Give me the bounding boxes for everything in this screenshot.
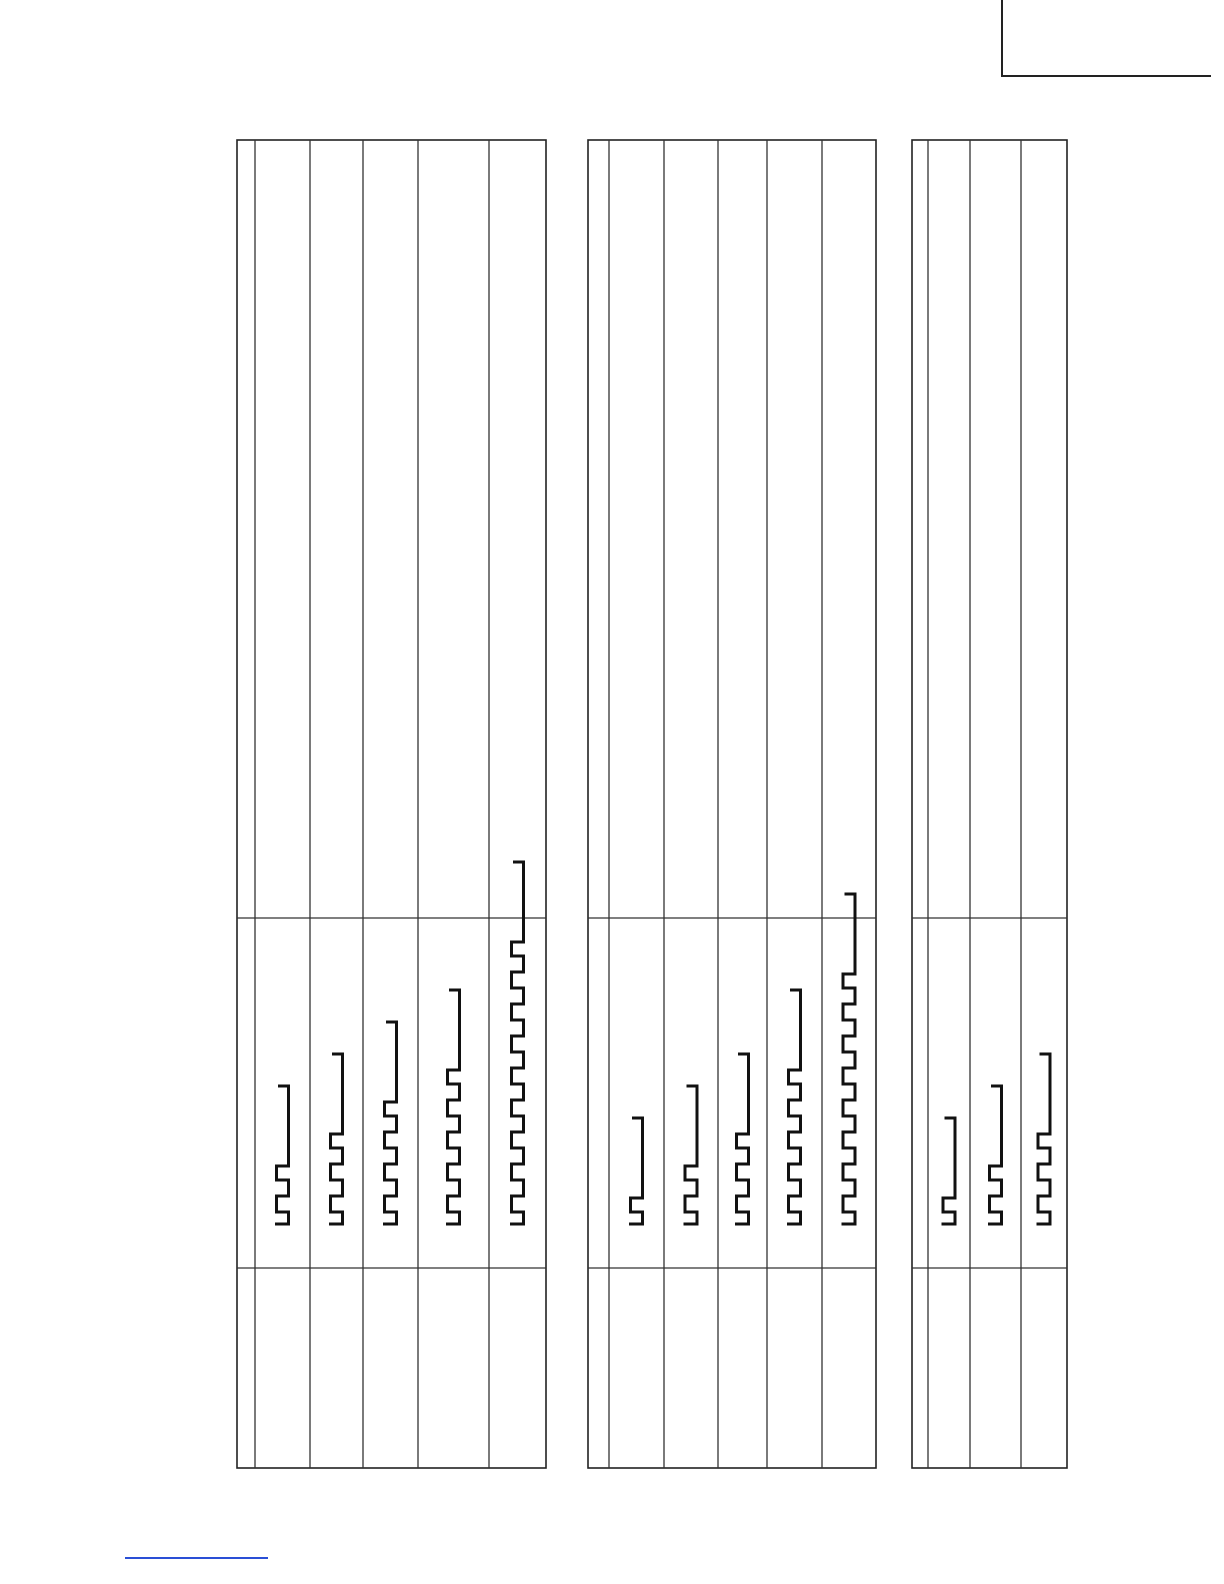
waveform-mark [737, 1054, 749, 1224]
waveform-mark [990, 1086, 1002, 1224]
waveform-mark [685, 1086, 697, 1224]
waveform-mark [277, 1086, 289, 1224]
waveform-mark [448, 990, 460, 1224]
table-frame [912, 140, 1067, 1468]
table-1 [237, 140, 546, 1468]
tables-layer [237, 140, 1067, 1468]
waveform-mark [512, 862, 524, 1224]
waveform-mark [843, 894, 855, 1224]
waveform-mark [385, 1022, 397, 1224]
waveform-mark [631, 1118, 643, 1224]
table-frame [237, 140, 546, 1468]
table-frame [588, 140, 876, 1468]
waveform-mark [943, 1118, 955, 1224]
footer-rule [125, 1557, 268, 1559]
waveform-mark [331, 1054, 343, 1224]
table-2 [588, 140, 876, 1468]
waveform-mark [789, 990, 801, 1224]
waveform-mark [1038, 1054, 1050, 1224]
table-3 [912, 140, 1067, 1468]
